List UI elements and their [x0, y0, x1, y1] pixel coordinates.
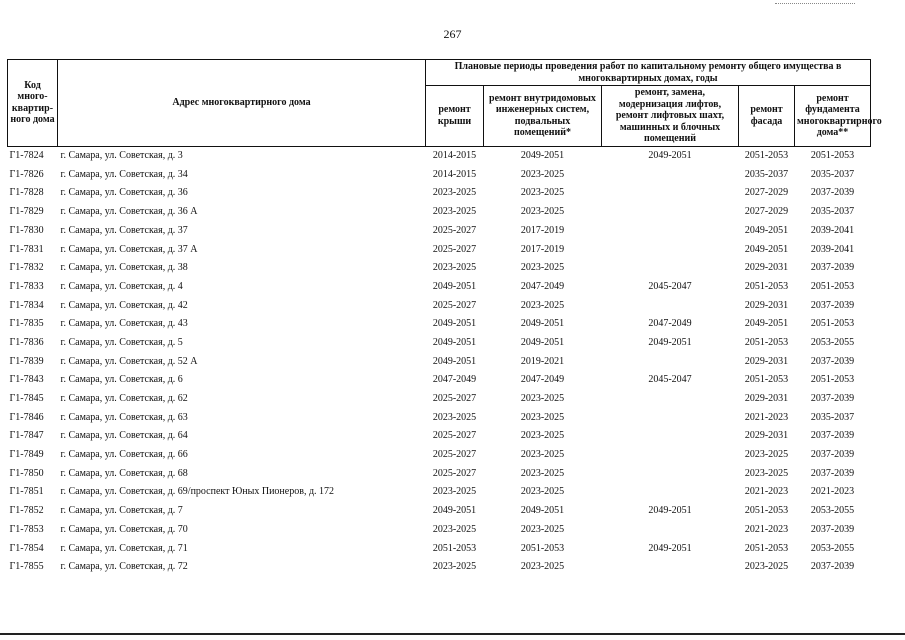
cell-engineering: 2023-2025 — [520, 467, 565, 479]
cell-roof: 2023-2025 — [432, 561, 477, 573]
cell-code: Г1-7845 — [9, 393, 44, 405]
cell-elevators — [602, 483, 739, 502]
cell-roof: 2049-2051 — [432, 505, 477, 517]
table-body — [8, 146, 871, 576]
cell-roof: 2049-2051 — [432, 336, 477, 348]
cell-address: г. Самара, ул. Советская, д. 38 — [60, 262, 188, 274]
cell-address: г. Самара, ул. Советская, д. 43 — [60, 318, 188, 330]
header-foundation: ремонт фундамента многоквартирного дома** — [795, 86, 871, 147]
cell-code: Г1-7833 — [9, 280, 44, 292]
cell-code: Г1-7851 — [9, 486, 44, 498]
cell-facade: 2021-2023 — [744, 523, 789, 535]
cell-engineering: 2023-2025 — [520, 168, 565, 180]
cell-engineering: 2049-2051 — [520, 505, 565, 517]
cell-engineering: 2023-2025 — [520, 262, 565, 274]
table-row — [8, 203, 871, 222]
cell-roof: 2014-2015 — [432, 150, 477, 162]
cell-engineering: 2017-2019 — [520, 243, 565, 255]
table-row — [8, 502, 871, 521]
cell-facade: 2029-2031 — [744, 355, 789, 367]
cell-code: Г1-7854 — [9, 542, 44, 554]
cell-elevators: 2045-2047 — [648, 280, 692, 292]
cell-address: г. Самара, ул. Советская, д. 34 — [60, 168, 188, 180]
cell-address: г. Самара, ул. Советская, д. 42 — [60, 299, 188, 311]
cell-code: Г1-7830 — [9, 224, 44, 236]
cell-engineering: 2023-2025 — [520, 449, 565, 461]
cell-facade: 2029-2031 — [744, 393, 789, 405]
cell-facade: 2051-2053 — [744, 505, 789, 517]
cell-code: Г1-7836 — [9, 336, 44, 348]
cell-elevators — [602, 446, 739, 465]
header-periods-group: Плановые периоды проведения работ по капитальному ремонту общего имущества в многоквартирных домах, годы — [426, 60, 871, 86]
cell-foundation: 2035-2037 — [810, 168, 855, 180]
cell-elevators — [602, 352, 739, 371]
cell-roof: 2049-2051 — [432, 318, 477, 330]
cell-engineering: 2049-2051 — [520, 150, 565, 162]
table-row — [8, 446, 871, 465]
cell-elevators: 2049-2051 — [648, 336, 692, 348]
cell-elevators — [602, 240, 739, 259]
cell-foundation: 2053-2055 — [810, 542, 855, 554]
cell-code: Г1-7839 — [9, 355, 44, 367]
header-elevators: ремонт, замена, модернизация лифтов, ремонт лифтовых шахт, машинных и блочных помещений — [602, 86, 739, 147]
cell-address: г. Самара, ул. Советская, д. 5 — [60, 336, 183, 348]
cell-code: Г1-7834 — [9, 299, 44, 311]
cell-roof: 2047-2049 — [432, 374, 477, 386]
cell-elevators — [602, 296, 739, 315]
cell-code: Г1-7824 — [9, 150, 44, 162]
cell-facade: 2027-2029 — [744, 206, 789, 218]
cell-roof: 2025-2027 — [432, 299, 477, 311]
cell-facade: 2023-2025 — [744, 561, 789, 573]
cell-foundation: 2037-2039 — [810, 523, 855, 535]
cell-address: г. Самара, ул. Советская, д. 6 — [60, 374, 183, 386]
cell-code: Г1-7829 — [9, 206, 44, 218]
cell-roof: 2023-2025 — [432, 187, 477, 199]
cell-address: г. Самара, ул. Советская, д. 69/проспект Юных Пионеров, д. 172 — [60, 486, 335, 498]
cell-address: г. Самара, ул. Советская, д. 52 А — [60, 355, 198, 367]
cell-foundation: 2037-2039 — [810, 449, 855, 461]
cell-address: г. Самара, ул. Советская, д. 4 — [60, 280, 183, 292]
cell-foundation: 2051-2053 — [810, 280, 855, 292]
cell-roof: 2025-2027 — [432, 224, 477, 236]
header-address: Адрес многоквартирного дома — [58, 60, 426, 147]
cell-facade: 2023-2025 — [744, 449, 789, 461]
cell-address: г. Самара, ул. Советская, д. 72 — [60, 561, 188, 573]
cell-facade: 2029-2031 — [744, 299, 789, 311]
cell-foundation: 2037-2039 — [810, 393, 855, 405]
table-row — [8, 352, 871, 371]
cell-address: г. Самара, ул. Советская, д. 68 — [60, 467, 188, 479]
cell-code: Г1-7855 — [9, 561, 44, 573]
cell-address: г. Самара, ул. Советская, д. 70 — [60, 523, 188, 535]
bottom-rule — [0, 633, 905, 635]
cell-roof: 2023-2025 — [432, 486, 477, 498]
cell-engineering: 2023-2025 — [520, 430, 565, 442]
cell-facade: 2051-2053 — [744, 542, 789, 554]
table-row — [8, 184, 871, 203]
cell-facade: 2035-2037 — [744, 168, 789, 180]
cell-code: Г1-7850 — [9, 467, 44, 479]
cell-foundation: 2051-2053 — [810, 374, 855, 386]
header-code: Код много-квартир-ного дома — [8, 60, 58, 147]
header-roof: ремонт крыши — [426, 86, 484, 147]
cell-foundation: 2037-2039 — [810, 561, 855, 573]
cell-engineering: 2047-2049 — [520, 374, 565, 386]
table-header — [8, 60, 882, 147]
table-row — [8, 296, 871, 315]
cell-engineering: 2023-2025 — [520, 523, 565, 535]
cell-elevators — [602, 259, 739, 278]
cell-elevators — [602, 427, 739, 446]
cell-foundation: 2035-2037 — [810, 411, 855, 423]
cell-roof: 2051-2053 — [432, 542, 477, 554]
table-row — [8, 165, 871, 184]
cell-foundation: 2039-2041 — [810, 243, 855, 255]
cell-facade: 2021-2023 — [744, 411, 789, 423]
cell-address: г. Самара, ул. Советская, д. 3 — [60, 150, 183, 162]
cell-code: Г1-7849 — [9, 449, 44, 461]
cell-elevators: 2045-2047 — [648, 374, 692, 386]
cell-engineering: 2051-2053 — [520, 542, 565, 554]
cell-elevators — [602, 464, 739, 483]
cell-facade: 2049-2051 — [744, 224, 789, 236]
cell-foundation: 2053-2055 — [810, 505, 855, 517]
cell-facade: 2029-2031 — [744, 430, 789, 442]
scan-mark — [775, 3, 855, 4]
table-row — [8, 558, 871, 577]
table-row — [8, 427, 871, 446]
cell-address: г. Самара, ул. Советская, д. 63 — [60, 411, 188, 423]
header-facade: ремонт фасада — [739, 86, 795, 147]
cell-facade: 2051-2053 — [744, 280, 789, 292]
cell-foundation: 2037-2039 — [810, 299, 855, 311]
cell-elevators: 2047-2049 — [648, 318, 692, 330]
cell-address: г. Самара, ул. Советская, д. 37 — [60, 224, 188, 236]
cell-engineering: 2023-2025 — [520, 299, 565, 311]
cell-roof: 2025-2027 — [432, 430, 477, 442]
cell-foundation: 2037-2039 — [810, 187, 855, 199]
cell-engineering: 2023-2025 — [520, 206, 565, 218]
table-row — [8, 371, 871, 390]
cell-foundation: 2021-2023 — [810, 486, 855, 498]
cell-elevators — [602, 165, 739, 184]
cell-address: г. Самара, ул. Советская, д. 7 — [60, 505, 183, 517]
cell-code: Г1-7853 — [9, 523, 44, 535]
cell-roof: 2025-2027 — [432, 449, 477, 461]
cell-code: Г1-7847 — [9, 430, 44, 442]
cell-facade: 2027-2029 — [744, 187, 789, 199]
cell-engineering: 2023-2025 — [520, 486, 565, 498]
cell-elevators — [602, 221, 739, 240]
table-row — [8, 539, 871, 558]
cell-code: Г1-7828 — [9, 187, 44, 199]
table-row — [8, 389, 871, 408]
cell-foundation: 2037-2039 — [810, 262, 855, 274]
table-row — [8, 315, 871, 334]
cell-roof: 2023-2025 — [432, 411, 477, 423]
cell-address: г. Самара, ул. Советская, д. 71 — [60, 542, 188, 554]
cell-code: Г1-7826 — [9, 168, 44, 180]
cell-elevators: 2049-2051 — [648, 542, 692, 554]
header-engineering: ремонт внутридомовых инженерных систем, подвальных помещений* — [484, 86, 602, 147]
cell-roof: 2023-2025 — [432, 262, 477, 274]
cell-elevators — [602, 558, 739, 577]
cell-address: г. Самара, ул. Советская, д. 36 А — [60, 206, 198, 218]
cell-engineering: 2023-2025 — [520, 393, 565, 405]
cell-elevators: 2049-2051 — [648, 505, 692, 517]
table-row — [8, 240, 871, 259]
cell-facade: 2029-2031 — [744, 262, 789, 274]
table-row — [8, 277, 871, 296]
cell-facade: 2023-2025 — [744, 467, 789, 479]
table-row — [8, 408, 871, 427]
repair-schedule-table — [7, 59, 882, 576]
table-row — [8, 146, 871, 165]
cell-facade: 2051-2053 — [744, 374, 789, 386]
cell-foundation: 2051-2053 — [810, 150, 855, 162]
cell-facade: 2049-2051 — [744, 318, 789, 330]
cell-roof: 2025-2027 — [432, 243, 477, 255]
table-row — [8, 483, 871, 502]
cell-engineering: 2023-2025 — [520, 187, 565, 199]
cell-address: г. Самара, ул. Советская, д. 66 — [60, 449, 188, 461]
cell-engineering: 2047-2049 — [520, 280, 565, 292]
cell-elevators — [602, 389, 739, 408]
page-number: 267 — [443, 27, 462, 41]
table-row — [8, 221, 871, 240]
cell-elevators — [602, 184, 739, 203]
cell-roof: 2025-2027 — [432, 467, 477, 479]
cell-roof: 2025-2027 — [432, 393, 477, 405]
cell-address: г. Самара, ул. Советская, д. 36 — [60, 187, 188, 199]
cell-foundation: 2037-2039 — [810, 467, 855, 479]
cell-foundation: 2037-2039 — [810, 355, 855, 367]
table-row — [8, 520, 871, 539]
cell-address: г. Самара, ул. Советская, д. 62 — [60, 393, 188, 405]
cell-facade: 2051-2053 — [744, 150, 789, 162]
cell-code: Г1-7832 — [9, 262, 44, 274]
cell-address: г. Самара, ул. Советская, д. 37 А — [60, 243, 198, 255]
cell-address: г. Самара, ул. Советская, д. 64 — [60, 430, 188, 442]
cell-engineering: 2019-2021 — [520, 355, 565, 367]
cell-facade: 2049-2051 — [744, 243, 789, 255]
cell-code: Г1-7831 — [9, 243, 44, 255]
cell-foundation: 2037-2039 — [810, 430, 855, 442]
cell-engineering: 2049-2051 — [520, 318, 565, 330]
cell-engineering: 2049-2051 — [520, 336, 565, 348]
cell-elevators: 2049-2051 — [648, 150, 692, 162]
cell-foundation: 2035-2037 — [810, 206, 855, 218]
cell-code: Г1-7843 — [9, 374, 44, 386]
cell-elevators — [602, 203, 739, 222]
cell-foundation: 2039-2041 — [810, 224, 855, 236]
cell-roof: 2023-2025 — [432, 523, 477, 535]
table-row — [8, 333, 871, 352]
cell-foundation: 2053-2055 — [810, 336, 855, 348]
cell-code: Г1-7835 — [9, 318, 44, 330]
cell-engineering: 2017-2019 — [520, 224, 565, 236]
cell-facade: 2051-2053 — [744, 336, 789, 348]
table-row — [8, 464, 871, 483]
cell-roof: 2023-2025 — [432, 206, 477, 218]
cell-engineering: 2023-2025 — [520, 561, 565, 573]
cell-engineering: 2023-2025 — [520, 411, 565, 423]
cell-roof: 2049-2051 — [432, 280, 477, 292]
table-row — [8, 259, 871, 278]
cell-code: Г1-7846 — [9, 411, 44, 423]
cell-foundation: 2051-2053 — [810, 318, 855, 330]
cell-elevators — [602, 520, 739, 539]
cell-facade: 2021-2023 — [744, 486, 789, 498]
cell-roof: 2049-2051 — [432, 355, 477, 367]
cell-roof: 2014-2015 — [432, 168, 477, 180]
cell-code: Г1-7852 — [9, 505, 44, 517]
cell-elevators — [602, 408, 739, 427]
